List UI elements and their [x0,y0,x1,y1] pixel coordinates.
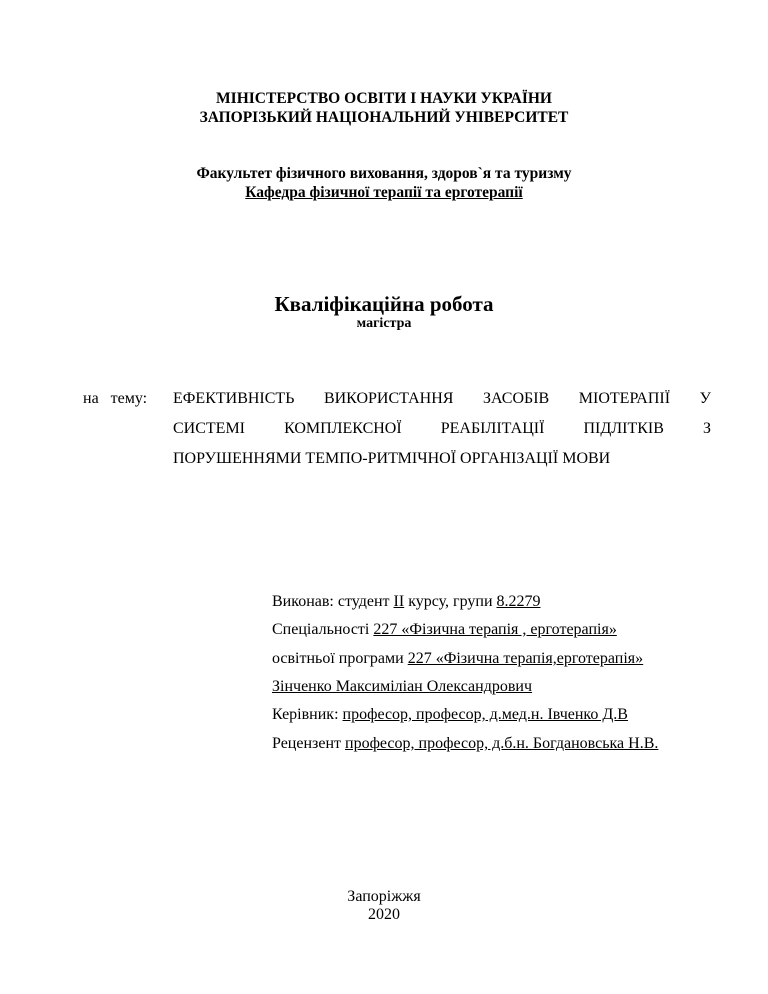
reviewer-prefix: Рецензент [272,735,345,752]
specialty-line [272,621,617,639]
department-heading: Кафедра фізичної терапії та ерготерапії [245,184,523,201]
topic-word: КОМПЛЕКСНОЇ [284,420,402,437]
topic-label-word: тему: [110,390,148,407]
student-name: Зінченко Максиміліан Олександрович [272,678,533,695]
group-value: 8.2279 [496,593,541,610]
topic-line-2 [173,420,711,438]
program-line [272,650,643,668]
work-degree: магістра [356,316,412,331]
specialty-value: 227 «Фізична терапія , ерготерапія» [373,621,617,638]
specialty-prefix: Спеціальності [272,621,374,638]
course-suffix: курсу, групи [404,593,497,610]
topic-word: ВИКОРИСТАННЯ [323,390,454,407]
topic-word: МІОТЕРАПІЇ [578,390,671,407]
topic-word: З [702,420,711,437]
topic-word: ЗАСОБІВ [483,390,550,407]
topic-word: ЕФЕКТИВНІСТЬ [173,390,295,407]
topic-label-word: на [83,390,99,407]
performed-prefix: Виконав: студент [272,593,394,610]
topic-line-3: ПОРУШЕННЯМИ ТЕМПО-РИТМІЧНОЇ ОРГАНІЗАЦІЇ МОВИ [173,450,611,467]
reviewer-value: професор, професор, д.б.н. Богдановська Н.В. [345,735,659,752]
university-heading: ЗАПОРІЗЬКИЙ НАЦІОНАЛЬНИЙ УНІВЕРСИТЕТ [199,109,569,126]
faculty-heading: Факультет фізичного виховання, здоров`я та туризму [196,165,572,182]
reviewer-line [272,735,658,753]
ministry-heading: МІНІСТЕРСТВО ОСВІТИ І НАУКИ УКРАЇНИ [216,90,552,107]
supervisor-prefix: Керівник: [272,706,343,723]
program-prefix: освітньої програми [272,650,408,667]
year: 2020 [368,906,400,923]
topic-word: ПІДЛІТКІВ [583,420,664,437]
city: Запоріжжя [347,888,421,905]
supervisor-line [272,706,628,724]
work-title: Кваліфікаційна робота [274,292,494,316]
topic-line-1 [173,390,711,408]
topic-word: СИСТЕМІ [173,420,245,437]
supervisor-value: професор, професор, д.мед.н. Івченко Д.В [342,706,628,723]
course-value: ІІ [393,593,405,610]
topic-label [83,390,147,408]
author-line [272,593,541,611]
topic-word: РЕАБІЛІТАЦІЇ [440,420,545,437]
topic-word: У [699,390,711,407]
program-value: 227 «Фізична терапія,ерготерапія» [407,650,644,667]
